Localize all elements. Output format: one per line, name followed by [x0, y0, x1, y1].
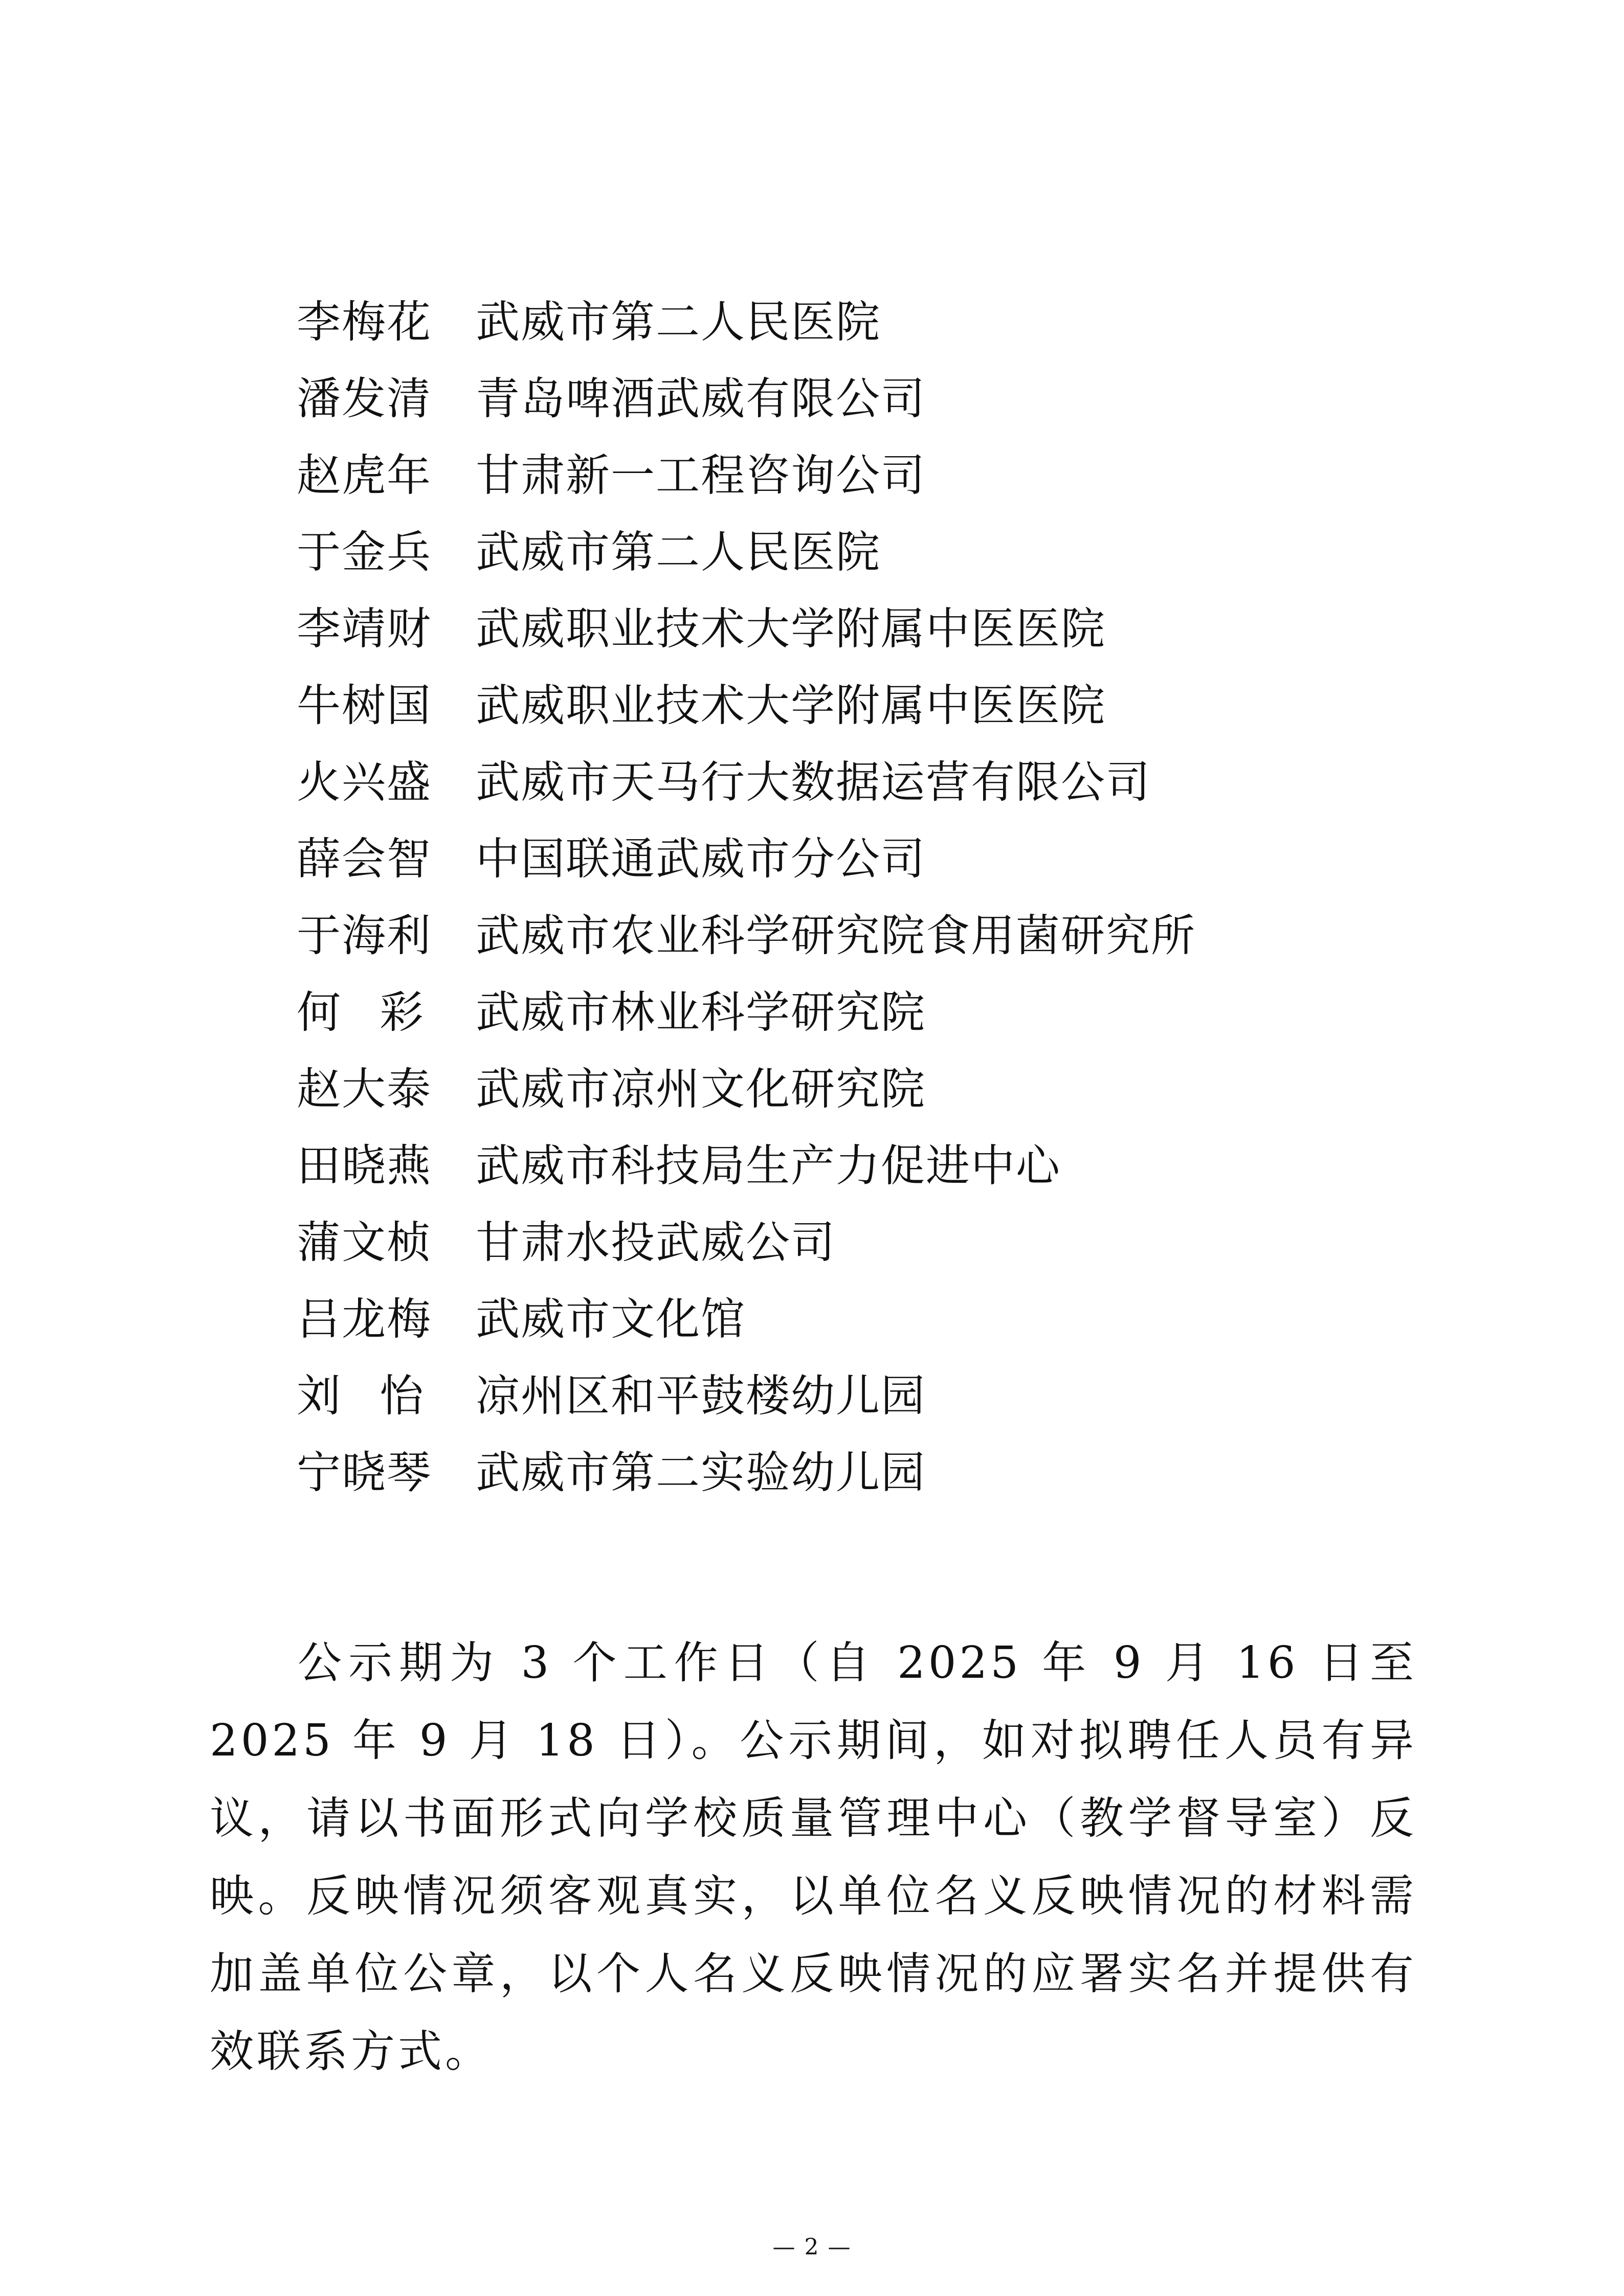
- list-item: [297, 514, 1473, 591]
- person-unit: 武威职业技术大学附属中医医院: [476, 680, 1106, 731]
- person-name: 吕龙梅: [297, 1294, 432, 1345]
- person-name: 薛会智: [297, 834, 432, 885]
- list-item: [297, 1128, 1473, 1204]
- list-item: [297, 974, 1473, 1051]
- person-name: 李靖财: [297, 603, 432, 655]
- person-unit: 武威职业技术大学附属中医医院: [476, 603, 1106, 655]
- person-name-last: 彩: [380, 987, 425, 1038]
- person-name: 潘发清: [297, 373, 432, 424]
- list-item: [297, 1358, 1473, 1434]
- person-unit: 武威市科技局生产力促进中心: [476, 1140, 1061, 1191]
- person-unit: 甘肃新一工程咨询公司: [476, 450, 926, 501]
- person-name: 于海利: [297, 910, 432, 961]
- person-unit: 武威市农业科学研究院食用菌研究所: [476, 910, 1196, 961]
- person-unit: 武威市凉州文化研究院: [476, 1064, 926, 1115]
- list-item: [297, 591, 1473, 667]
- person-name: 牛树国: [297, 680, 432, 731]
- person-unit: 凉州区和平鼓楼幼儿园: [476, 1370, 926, 1422]
- list-item: [297, 667, 1473, 744]
- list-item: [297, 744, 1473, 821]
- person-unit: 武威市文化馆: [476, 1294, 746, 1345]
- person-unit: 青岛啤酒武威有限公司: [476, 373, 926, 424]
- list-item: [297, 1051, 1473, 1128]
- list-item: [297, 1204, 1473, 1281]
- list-item: [297, 361, 1473, 437]
- person-unit: 武威市第二人民医院: [476, 527, 881, 578]
- person-name: 火兴盛: [297, 757, 432, 808]
- person-unit: 武威市第二人民医院: [476, 297, 881, 348]
- person-unit: 甘肃水投武威公司: [476, 1217, 836, 1268]
- person-name: 赵大泰: [297, 1064, 432, 1115]
- person-name-last: 怡: [380, 1370, 425, 1422]
- list-item: [297, 437, 1473, 514]
- page-number: — 2 —: [772, 2234, 852, 2260]
- list-item: [297, 284, 1473, 361]
- person-unit: 武威市天马行大数据运营有限公司: [476, 757, 1151, 808]
- list-item: [297, 821, 1473, 897]
- person-name: 李梅花: [297, 297, 432, 348]
- person-name: 田晓燕: [297, 1140, 432, 1191]
- person-unit: 武威市林业科学研究院: [476, 987, 926, 1038]
- person-unit: 武威市第二实验幼儿园: [476, 1447, 926, 1498]
- person-name-first: 何: [297, 987, 342, 1038]
- person-name: 于金兵: [297, 527, 432, 578]
- person-name: [297, 1358, 425, 1434]
- person-name-first: 刘: [297, 1370, 342, 1422]
- list-item: [297, 1281, 1473, 1358]
- person-name: [297, 974, 425, 1051]
- person-name: 赵虎年: [297, 450, 432, 501]
- person-name: 宁晓琴: [297, 1447, 432, 1498]
- list-item: [297, 1434, 1473, 1511]
- notice-paragraph: 公示期为 3 个工作日（自 2025 年 9 月 16 日至 2025 年 9 月 18 日）。公示期间，如对拟聘任人员有异议，请以书面形式向学校质量管理中心（教学督导室）反映。反映情况须客观真实，以单位名义反映情况的材料需加盖单位公章，以个人名义反映情况的应署实名并提供有效联系方式。: [210, 1637, 1417, 2077]
- person-unit: 中国联通武威市分公司: [476, 834, 926, 885]
- appointee-list: [297, 284, 1473, 1511]
- person-name: 蒲文桢: [297, 1217, 432, 1268]
- list-item: [297, 897, 1473, 974]
